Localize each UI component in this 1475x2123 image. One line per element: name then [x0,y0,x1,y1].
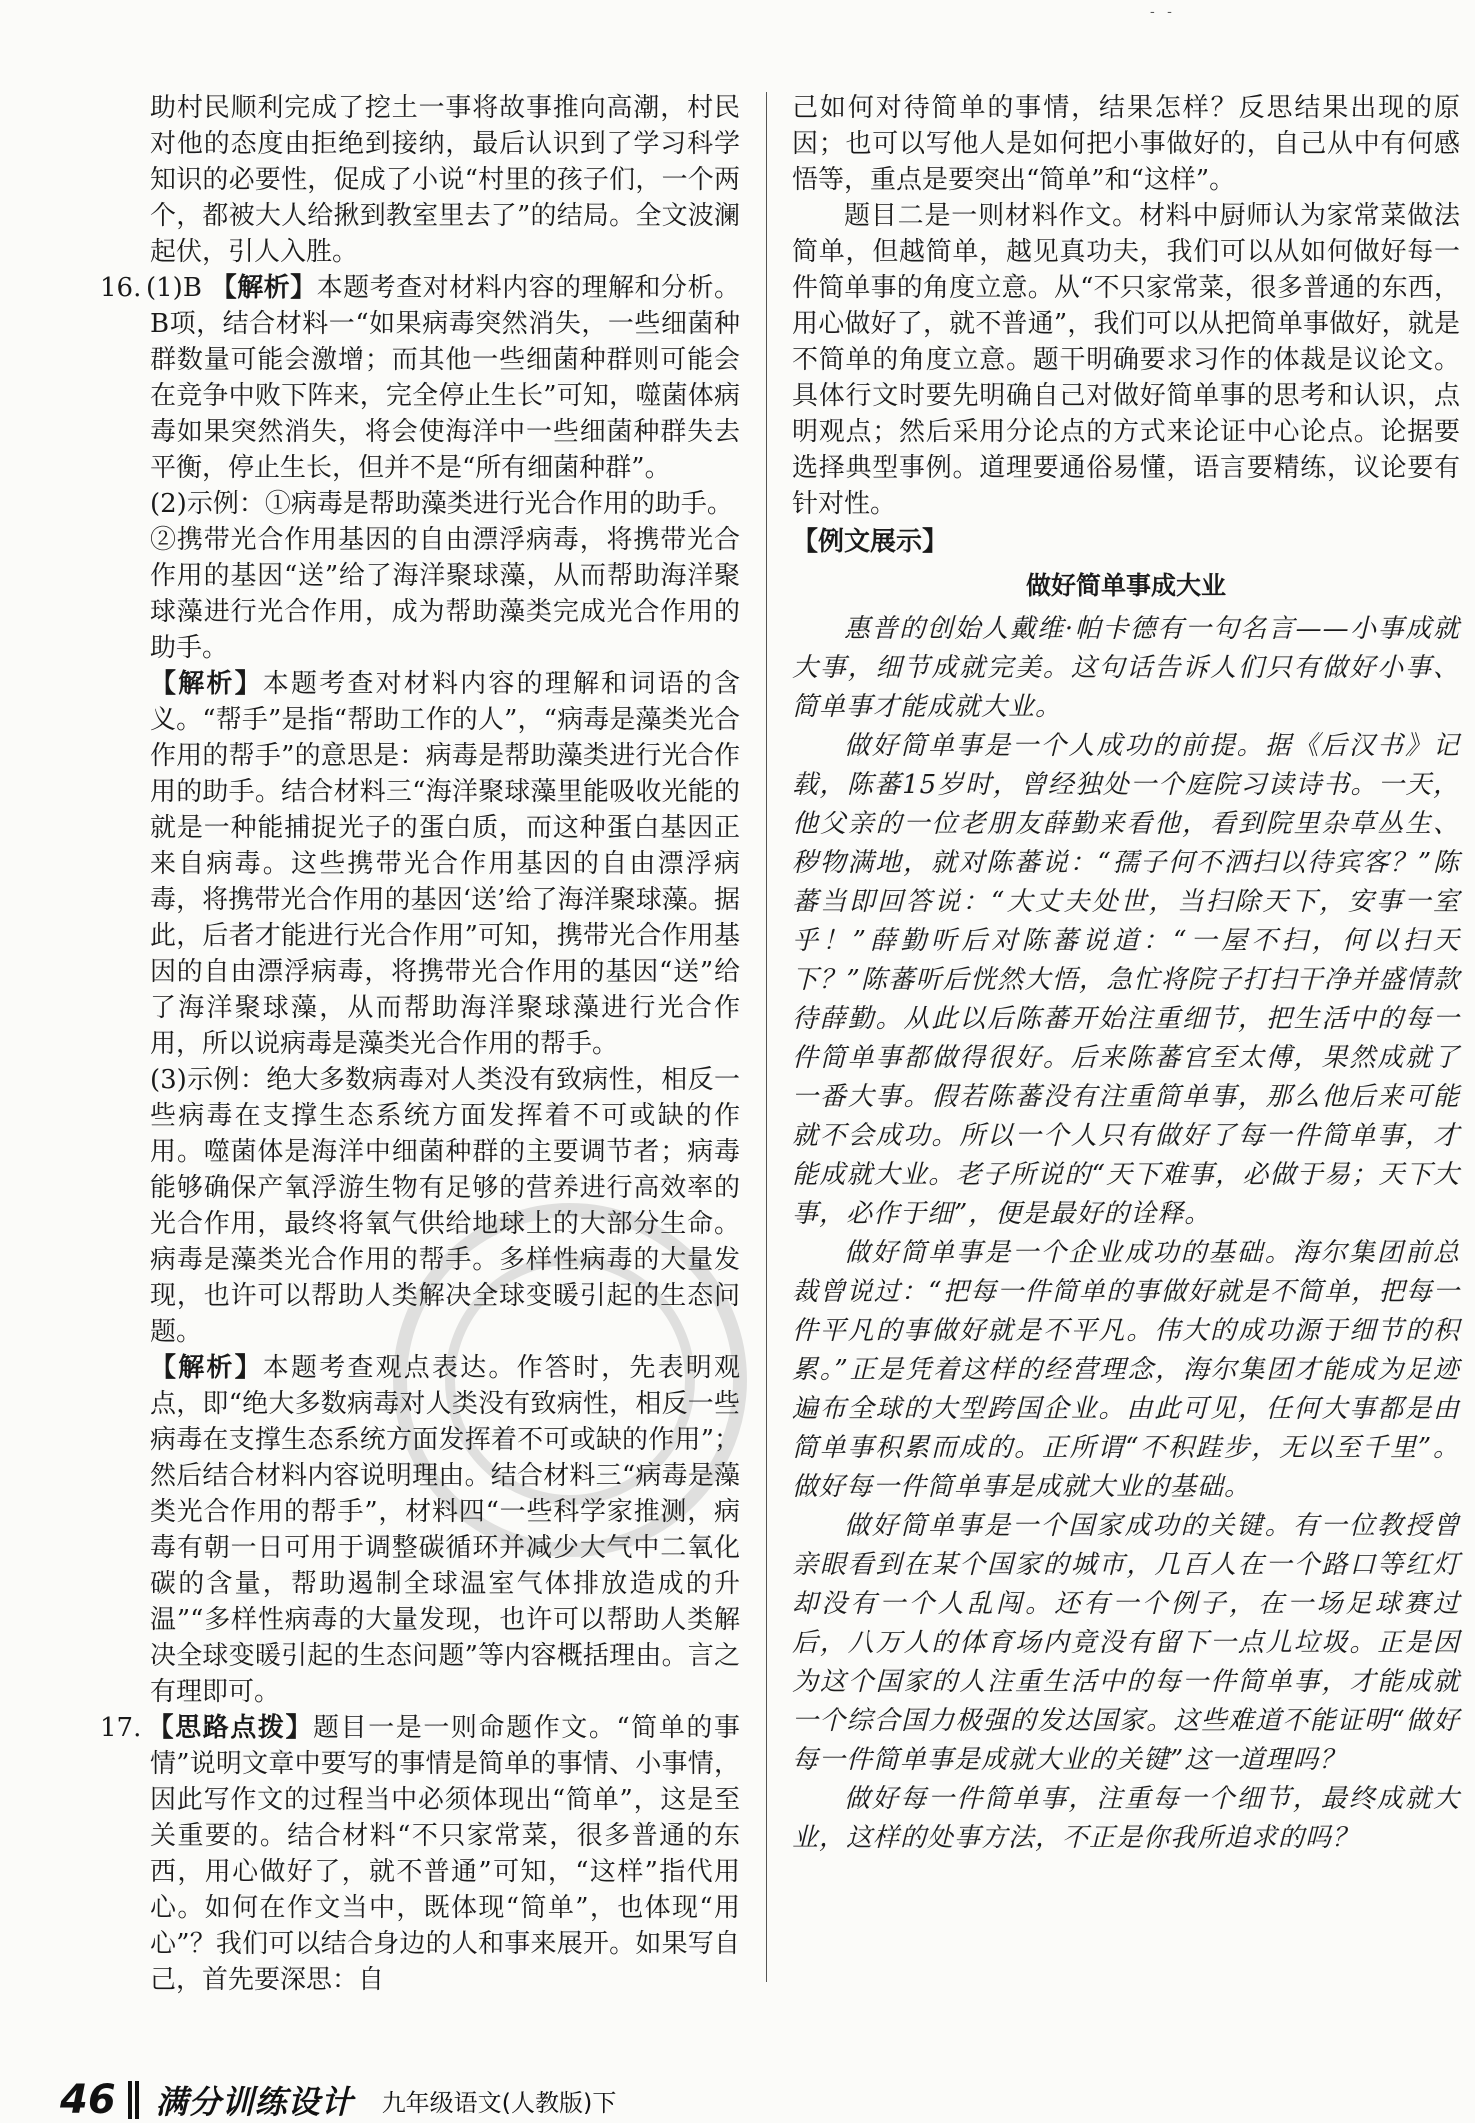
page-footer [60,2078,1060,2122]
q17-number: 17. [100,1713,142,1743]
q16-part2-analysis: 本题考查对材料内容的理解和词语的含义。“帮手”是指“帮助工作的人”，“病毒是藻类光合作用的帮手”的意思是：病毒是帮助藻类进行光合作用的助手。结合材料三“海洋聚球藻里能吸收光能的就是一种能捕捉光子的蛋白质，而这种蛋白基因正来自病毒。这些携带光合作用基因的自由漂浮病毒，将携带光合作用的基因‘送’给了海洋聚球藻。据此，后者才能进行光合作用”可知，携带光合作用基因的自由漂浮病毒，将携带光合作用的基因“送”给了海洋聚球藻，从而帮助海洋聚球藻进行光合作用，所以说病毒是藻类光合作用的帮手。 [150,669,740,1059]
example-essay [792,610,1460,1858]
q16-part1-analysis-tag: 【解析】 [210,273,317,303]
left-column [100,90,740,1998]
q16-part3-answer: (3)示例：绝大多数病毒对人类没有致病性，相反一些病毒在支撑生态系统方面发挥着不可或缺的作用。噬菌体是海洋中细菌种群的主要调节者；病毒能够确保产氧浮游生物有足够的营养进行高效率的光合作用，最终将氧气供给地球上的大部分生命。病毒是藻类光合作用的帮手。多样性病毒的大量发现，也许可以帮助人类解决全球变暖引起的生态问题。 [150,1065,740,1347]
q16-part3-analysis: 本题考查观点表达。作答时，先表明观点，即“绝大多数病毒对人类没有致病性，相反一些病毒在支撑生态系统方面发挥着不可或缺的作用”；然后结合材料内容说明理由。结合材料三“病毒是藻类光合作用的帮手”，材料四“一些科学家推测，病毒有朝一日可用于调整碳循环并减少大气中二氧化碳的含量，帮助遏制全球温室气体排放造成的升温”“多样性病毒的大量发现，也许可以帮助人类解决全球变暖引起的生态问题”等内容概括理由。言之有理即可。 [150,1353,740,1707]
page-number: 46 [60,2077,116,2123]
q16-part2-line1: (2)示例：①病毒是帮助藻类进行光合作用的助手。 [150,489,733,519]
example-essay-tag: 【例文展示】 [792,527,949,557]
q16-number: 16. [100,273,142,303]
essay-paragraph: 做好简单事是一个人成功的前提。据《后汉书》记载，陈蕃15岁时，曾经独处一个庭院习读诗书。一天，他父亲的一位老朋友薛勤来看他，看到院里杂草丛生、秽物满地，就对陈蕃说：“孺子何不洒扫以待宾客？”陈蕃当即回答说：“大丈夫处世，当扫除天下，安事一室乎！”薛勤听后对陈蕃说道：“一屋不扫，何以扫天下？”陈蕃听后恍然大悟，急忙将院子打扫干净并盛情款待薛勤。从此以后陈蕃开始注重细节，把生活中的每一件简单事都做得很好。后来陈蕃官至太傅，果然成就了一番大事。假若陈蕃没有注重简单事，那么他后来可能就不会成功。所以一个人只有做好了每一件简单事，才能成就大业。老子所说的“天下难事，必做于易；天下大事，必作于细”，便是最好的诠释。 [792,731,1460,1229]
q17-hint [100,1710,740,1998]
essay-paragraph: 惠普的创始人戴维·帕卡德有一句名言——小事成就大事，细节成就完美。这句话告诉人们只有做好小事、简单事才能成就大业。 [792,614,1460,722]
q16-part1-analysis: 本题考查对材料内容的理解和分析。B项，结合材料一“如果病毒突然消失，一些细菌种群数量可能会激增；而其他一些细菌种群则可能会在竞争中败下阵来，完全停止生长”可知，噬菌体病毒如果突然消失，将会使海洋中一些细菌种群失去平衡，停止生长，但并不是“所有细菌种群”。 [150,273,740,483]
top-edge-marks: - - [1150,4,1176,20]
essay-paragraph: 做好每一件简单事，注重每一个细节，最终成就大业，这样的处事方法，不正是你我所追求的吗？ [792,1784,1460,1853]
essay-paragraph: 做好简单事是一个企业成功的基础。海尔集团前总裁曾说过：“把每一件简单的事做好就是不简单，把每一件平凡的事做好就是不平凡。伟大的成功源于细节的积累。”正是凭着这样的经营理念，海尔集团才能成为足迹遍布全球的大型跨国企业。由此可见，任何大事都是由简单事积累而成的。正所谓“不积跬步，无以至千里”。做好每一件简单事是成就大业的基础。 [792,1238,1460,1502]
separator-bars-icon [128,2081,142,2119]
q16-part2-analysis-block [150,666,740,1062]
q17-hint-text: 题目一是一则命题作文。“简单的事情”说明文章中要写的事情是简单的事情、小事情，因此写作文的过程当中必须体现出“简单”，这是至关重要的。结合材料“不只家常菜，很多普通的东西，用心做好了，就不普通”可知，“这样”指代用心。如何在作文当中，既体现“简单”，也体现“用心”？我们可以结合身边的人和事来展开。如果写自己，首先要深思：自 [150,1713,740,1995]
question-16 [100,270,740,1710]
q16-part3-analysis-block [150,1350,740,1710]
right-column [792,90,1460,1858]
q16-part1 [100,270,740,486]
q17-hint-tag: 【思路点拨】 [146,1713,314,1743]
q16-part3-analysis-tag: 【解析】 [150,1353,263,1383]
intro-paragraph: 助村民顺利完成了挖土一事将故事推向高潮，村民对他的态度由拒绝到接纳，最后认识到了学习科学知识的必要性，促成了小说“村里的孩子们，一个两个，都被大人给揪到教室里去了”的结局。全文波澜起伏，引人入胜。 [150,93,740,267]
essay-paragraph: 做好简单事是一个国家成功的关键。有一位教授曾亲眼看到在某个国家的城市，几百人在一个路口等红灯却没有一个人乱闯。还有一个例子，在一场足球赛过后，八万人的体育场内竟没有留下一点儿垃圾。正是因为这个国家的人注重生活中的每一件简单事，才能成就一个综合国力极强的发达国家。这些难道不能证明“做好每一件简单事是成就大业的关键”这一道理吗？ [792,1511,1460,1775]
q17-continued: 己如何对待简单的事情，结果怎样？反思结果出现的原因；也可以写他人是如何把小事做好的，自己从中有何感悟等，重点是要突出“简单”和“这样”。 [792,93,1460,195]
brand-title: 满分训练设计 [155,2083,354,2121]
essay-title: 做好简单事成大业 [1025,571,1226,600]
q16-part1-answer: (1)B [146,273,202,303]
q16-part2-line2: ②携带光合作用基因的自由漂浮病毒，将携带光合作用的基因“送”给了海洋聚球藻，从而帮助海洋聚球藻进行光合作用，成为帮助藻类完成光合作用的助手。 [150,525,740,663]
book-title: 九年级语文(人教版)下 [381,2088,617,2117]
question-17 [100,1710,740,1998]
column-divider [766,92,767,1982]
q17-topic-two: 题目二是一则材料作文。材料中厨师认为家常菜做法简单，但越简单，越见真功夫，我们可以从如何做好每一件简单事的角度立意。从“不只家常菜，很多普通的东西，用心做好了，就不普通”，我们可以从把简单事做好，就是不简单的角度立意。题干明确要求习作的体裁是议论文。具体行文时要先明确自己对做好简单事的思考和认识，点明观点；然后采用分论点的方式来论证中心论点。论据要选择典型事例。道理要通俗易懂，语言要精练，议论要有针对性。 [792,201,1460,519]
q16-part2-analysis-tag: 【解析】 [150,669,263,699]
